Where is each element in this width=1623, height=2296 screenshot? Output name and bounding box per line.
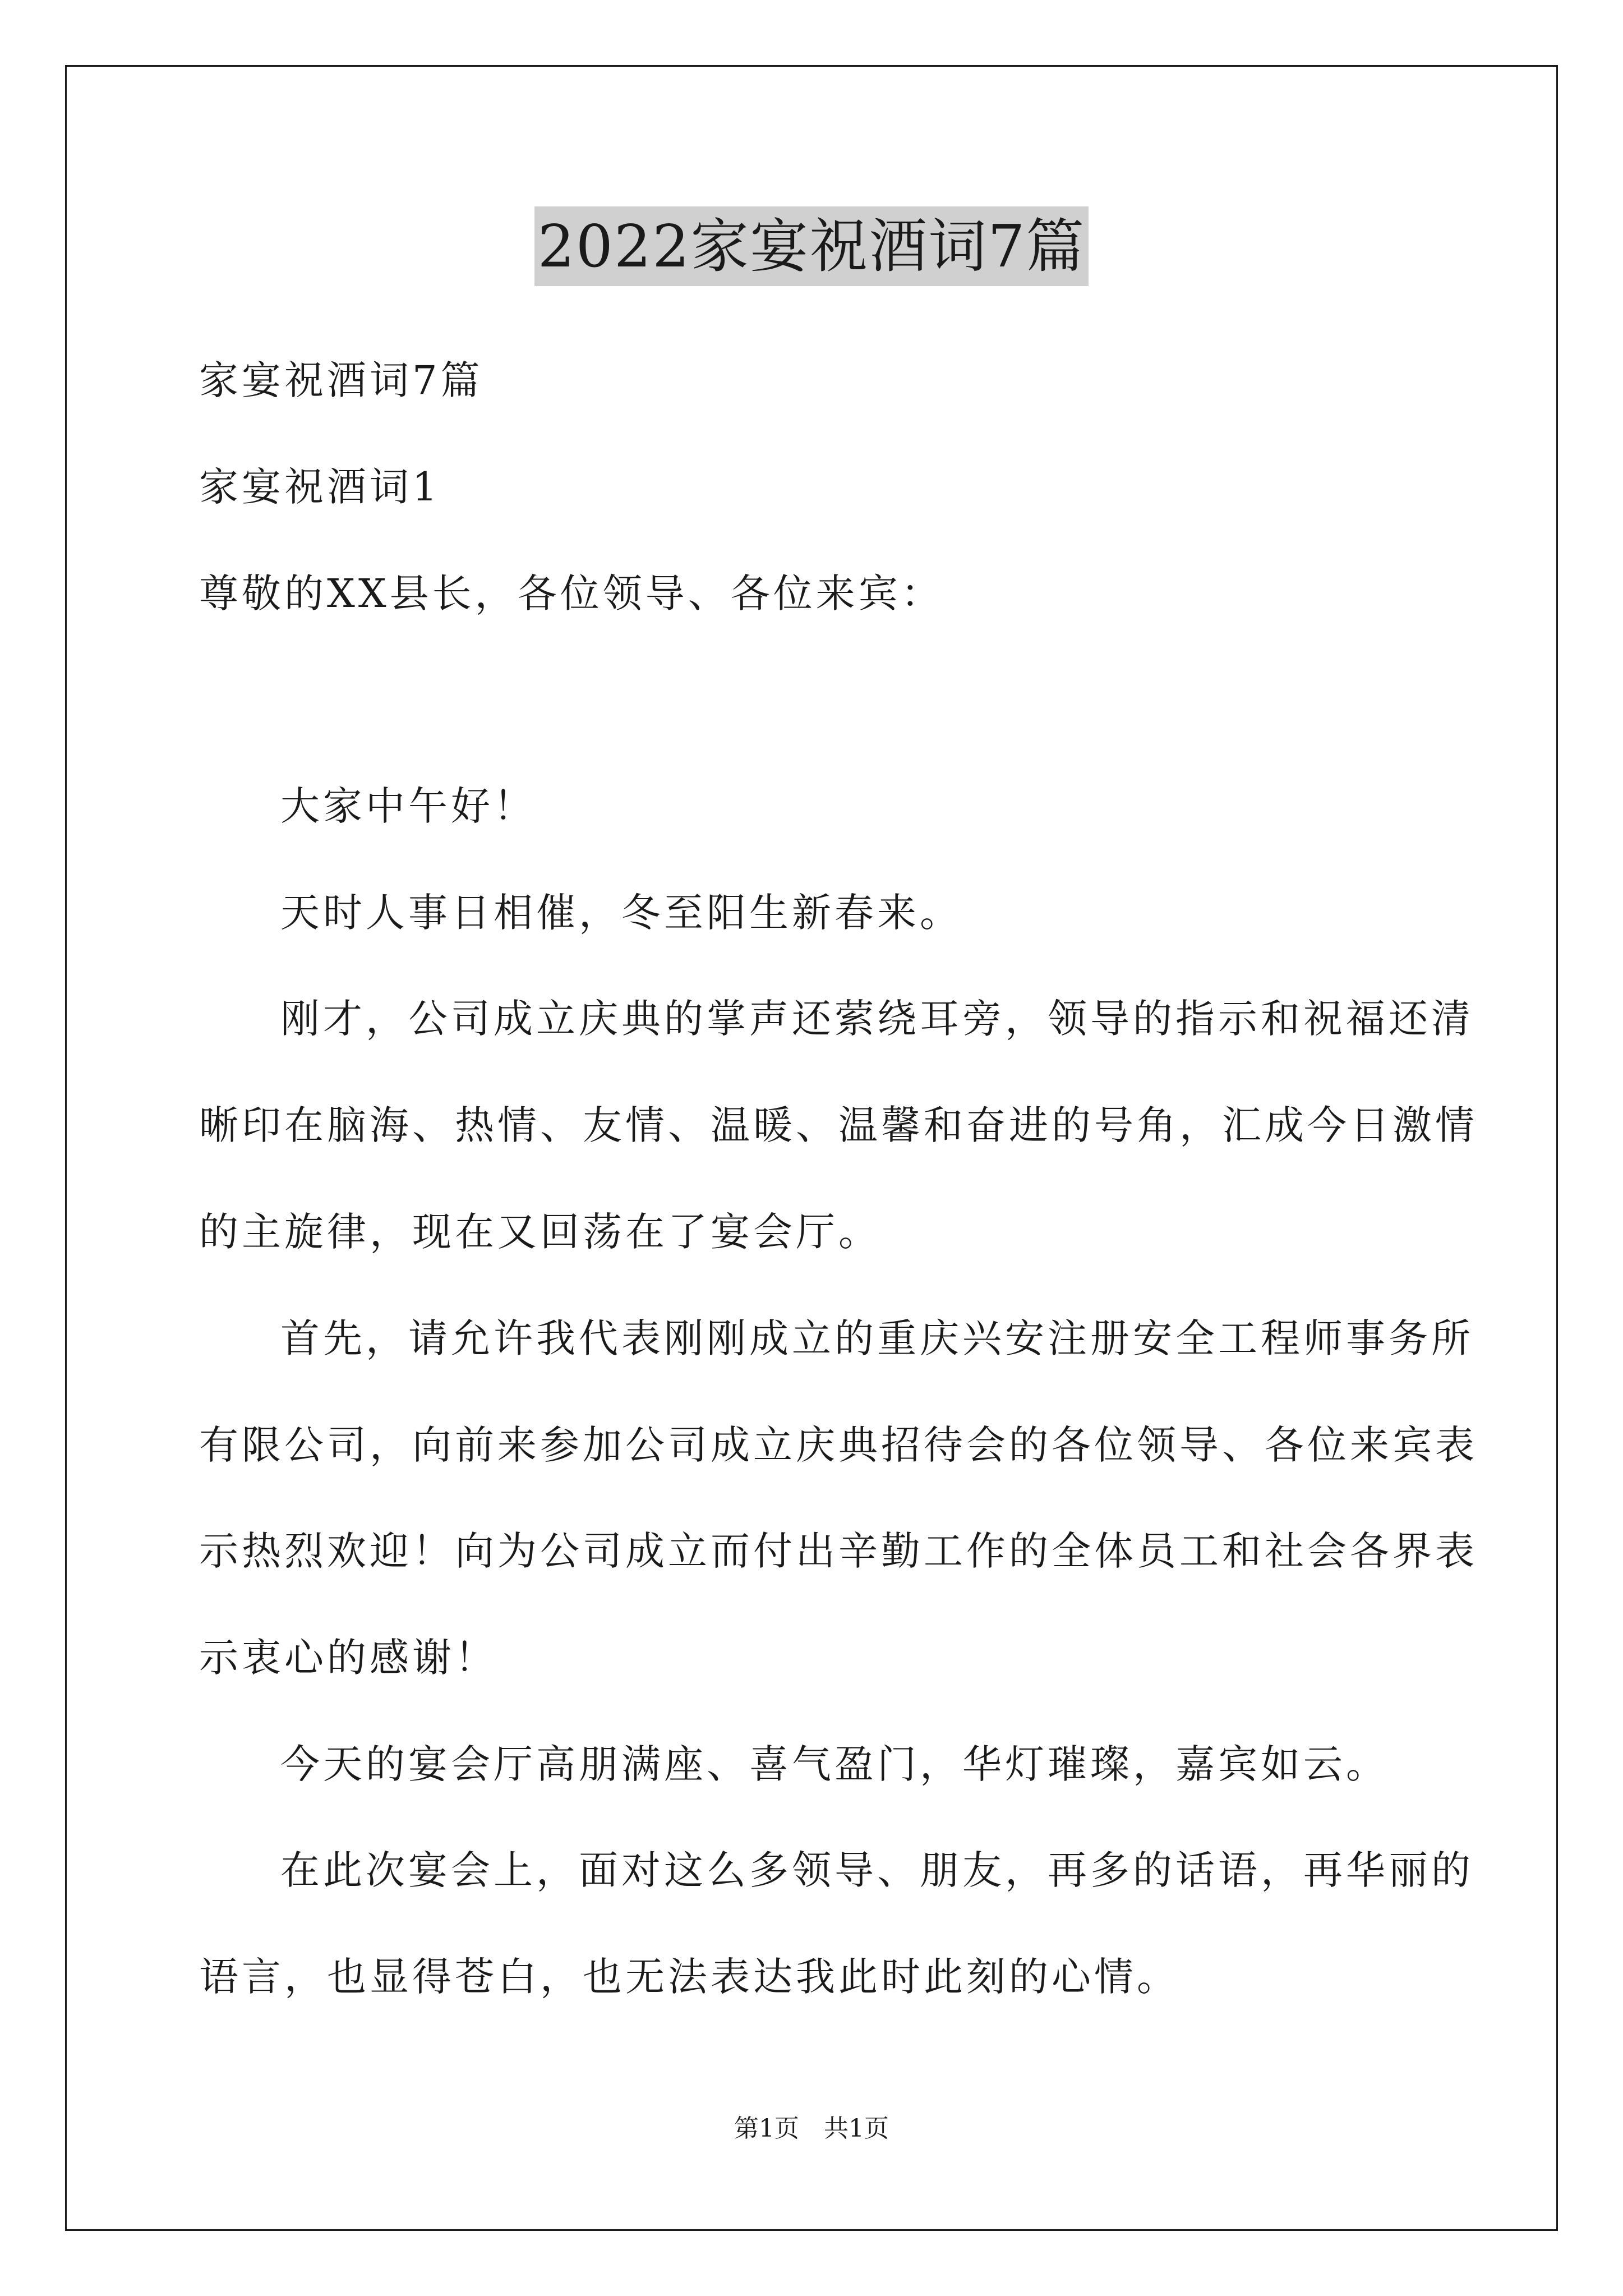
- salutation-line: 尊敬的XX县长，各位领导、各位来宾：: [199, 570, 944, 616]
- title-container: [0, 206, 1623, 286]
- paragraph-line: 的主旋律，现在又回荡在了宴会厅。: [199, 1209, 881, 1255]
- paragraph-line: 刚才，公司成立庆典的掌声还萦绕耳旁，领导的指示和祝福还清: [280, 996, 1474, 1042]
- paragraph-line: 大家中午好！: [280, 783, 536, 829]
- paragraph-line: 有限公司，向前来参加公司成立庆典招待会的各位领导、各位来宾表: [199, 1422, 1478, 1468]
- document-title: 2022家宴祝酒词7篇: [534, 206, 1089, 286]
- paragraph-line: 语言，也显得苍白，也无法表达我此时此刻的心情。: [199, 1954, 1179, 2000]
- paragraph-line: 示热烈欢迎！向为公司成立而付出辛勤工作的全体员工和社会各界表: [199, 1528, 1478, 1574]
- paragraph-line: 天时人事日相催，冬至阳生新春来。: [280, 890, 962, 936]
- page-number-footer: 第1页 共1页: [734, 2114, 889, 2143]
- paragraph-line: 今天的宴会厅高朋满座、喜气盈门，华灯璀璨，嘉宾如云。: [280, 1741, 1389, 1787]
- subtitle-line: 家宴祝酒词7篇: [199, 357, 483, 403]
- paragraph-line: 首先，请允许我代表刚刚成立的重庆兴安注册安全工程师事务所: [280, 1315, 1474, 1361]
- paragraph-line: 晰印在脑海、热情、友情、温暖、温馨和奋进的号角，汇成今日激情: [199, 1102, 1478, 1148]
- section-heading: 家宴祝酒词1: [199, 464, 441, 510]
- paragraph-line: 示衷心的感谢！: [199, 1635, 497, 1681]
- paragraph-line: 在此次宴会上，面对这么多领导、朋友，再多的话语，再华丽的: [280, 1847, 1474, 1893]
